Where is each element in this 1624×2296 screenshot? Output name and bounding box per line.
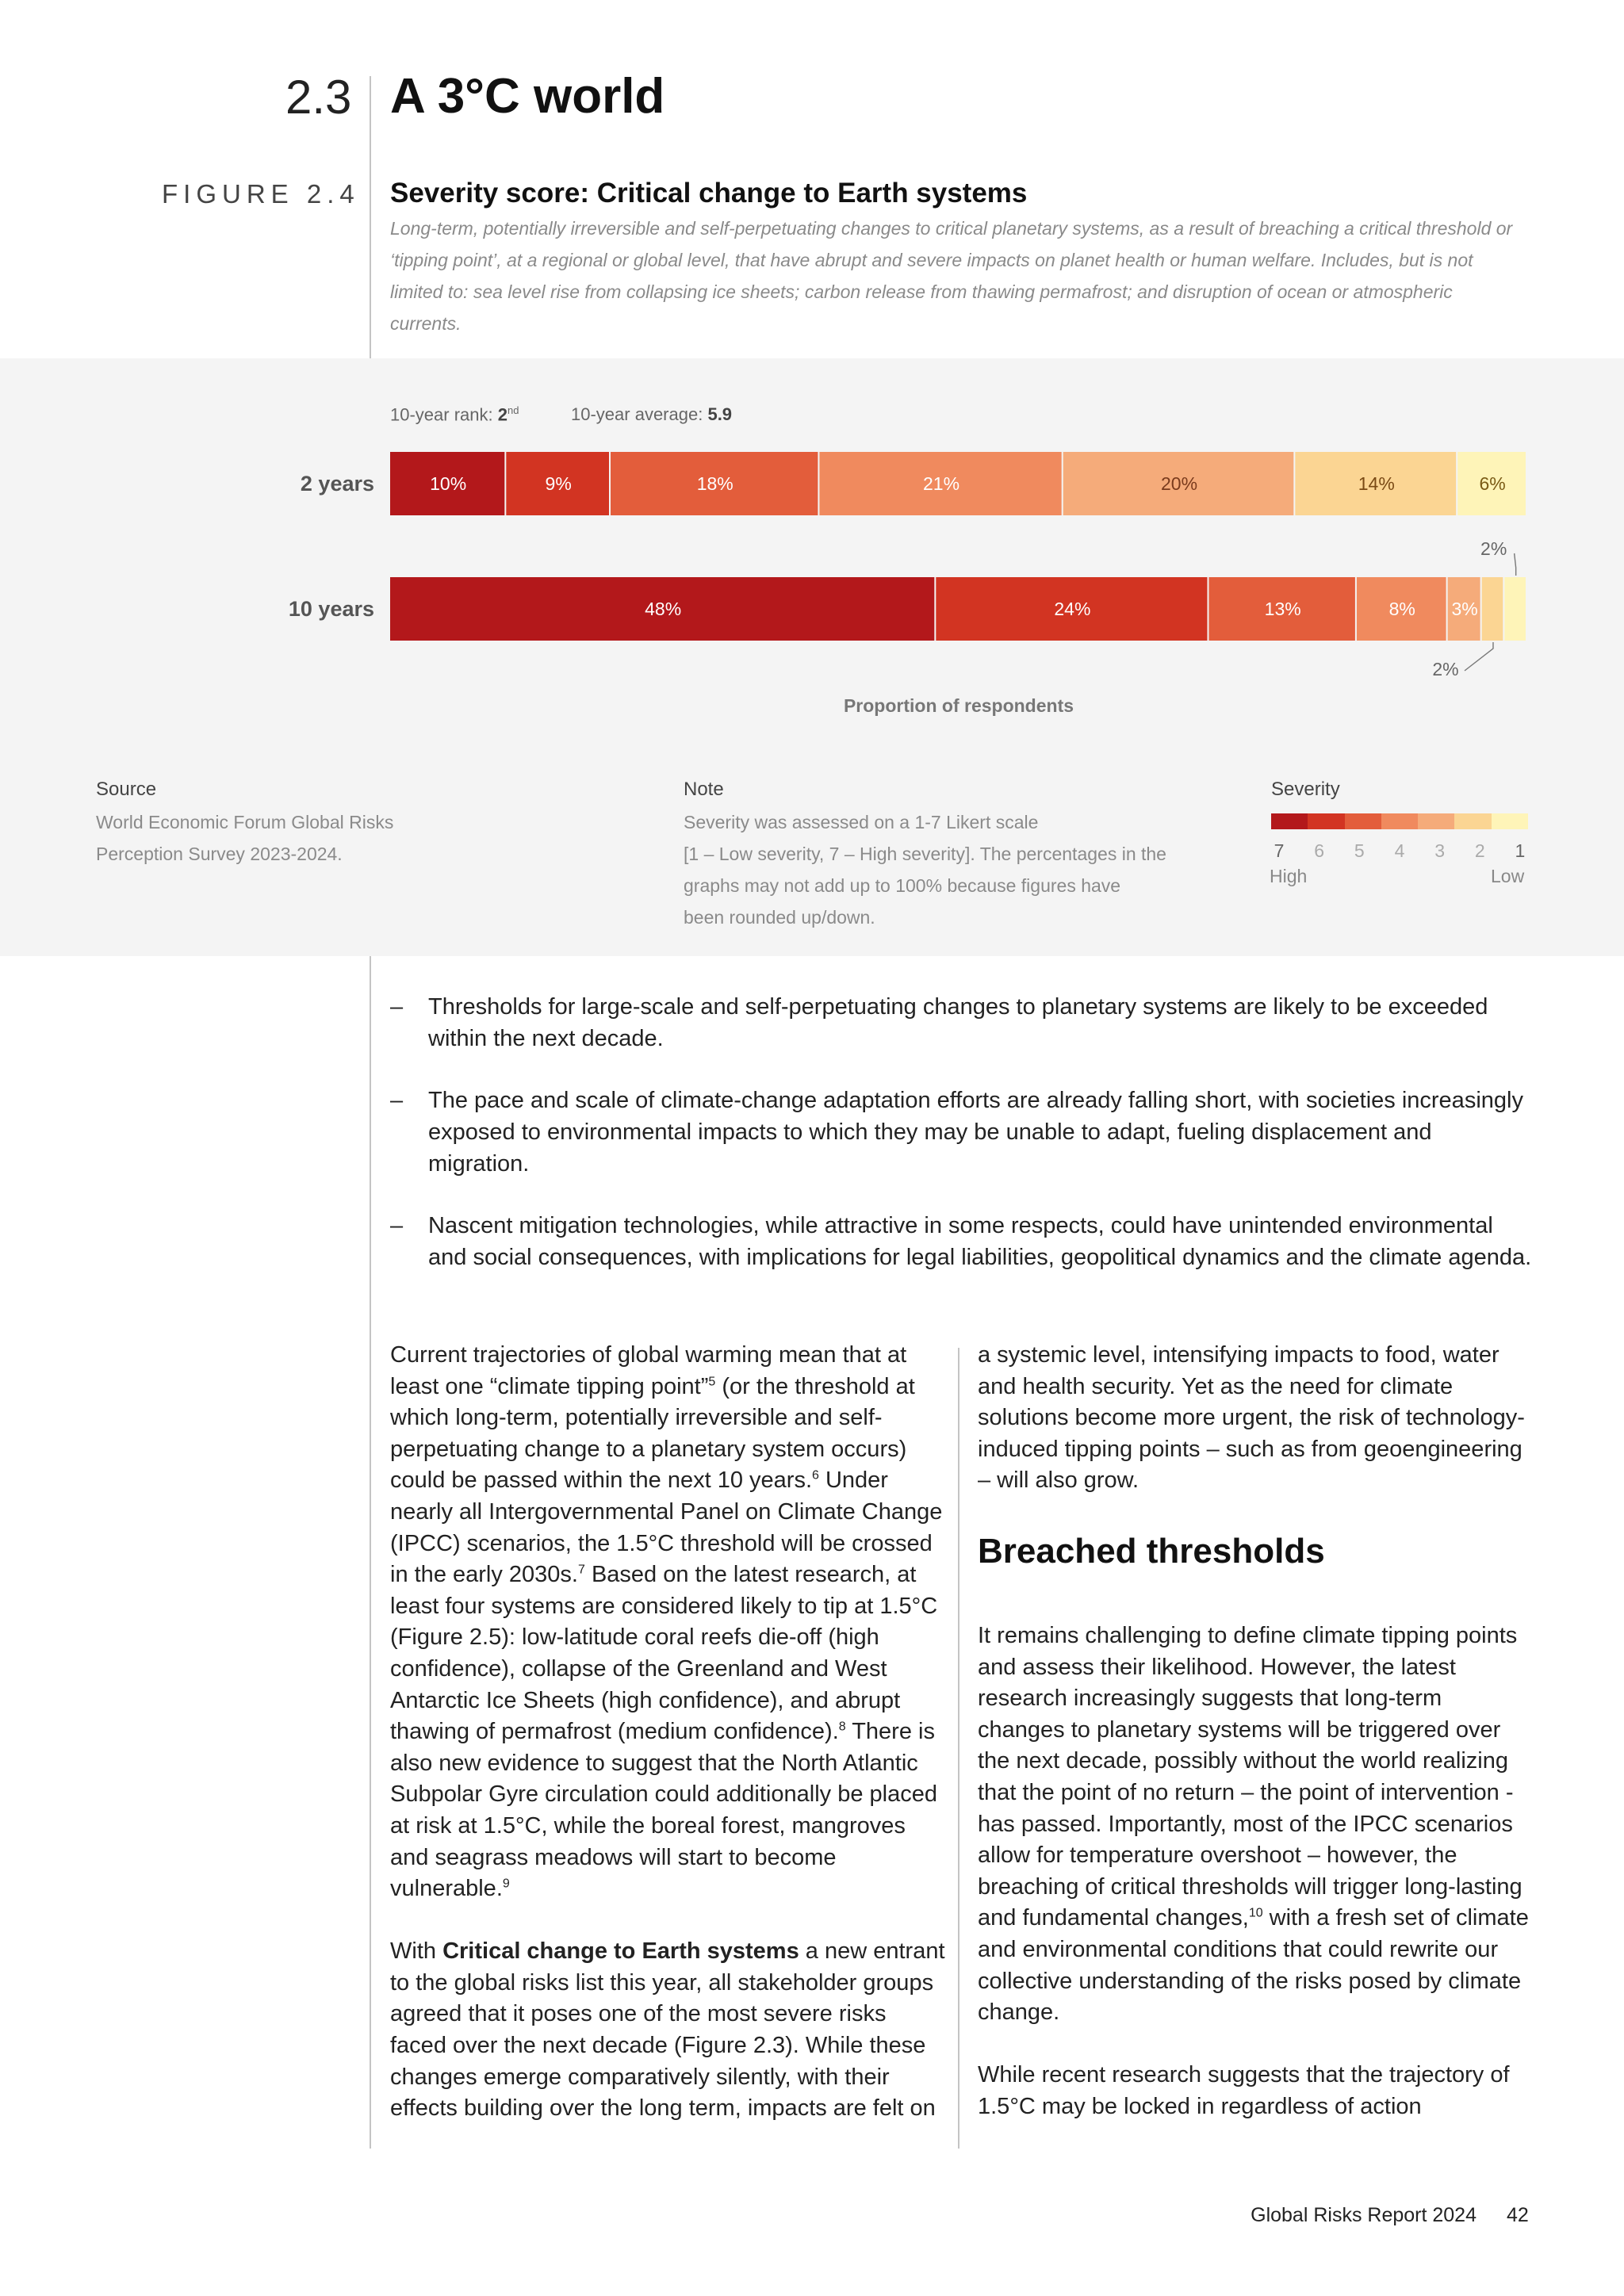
body-paragraph: a systemic level, intensifying impacts to food, water and health security. Yet as the need for climate solutions become more urgent, the risk of technology-induced tipping points – such as from geoengineering – will also grow. — [978, 1342, 1525, 1494]
bullet-dash: – — [390, 994, 404, 1020]
severity-swatch — [1454, 813, 1491, 829]
key-points — [390, 991, 1532, 1303]
data-label: 13% — [1264, 599, 1301, 619]
body-paragraph — [390, 1340, 945, 1905]
data-label: 20% — [1160, 473, 1198, 494]
severity-low-label: Low — [1491, 866, 1525, 886]
bar-segment — [1504, 577, 1526, 641]
note-heading: Note — [684, 779, 724, 800]
severity-num: 2 — [1474, 840, 1485, 861]
severity-swatch — [1308, 813, 1344, 829]
severity-heading: Severity — [1271, 779, 1340, 800]
data-label: 21% — [923, 473, 960, 494]
body-column-right — [978, 1340, 1533, 2154]
bullet-dash: – — [390, 1213, 404, 1238]
data-label: 14% — [1358, 473, 1395, 494]
footer-report-title: Global Risks Report 2024 — [1251, 2204, 1477, 2226]
rank-label: 10-year rank: — [390, 404, 493, 425]
severity-swatch — [1492, 813, 1528, 829]
source-text — [96, 806, 393, 870]
figure-description: Long-term, potentially irreversible and self-perpetuating changes to critical planetary systems, as a result of breaching a critical threshold or ‘tipping point’, at a regional or global level, that have abrupt and severe impacts on planet health or human welfare. Includes, but is not limited to: sea level rise from collapsing ice sheets; carbon release from thawing permafrost; and disruption of ocean or atmospheric currents. — [390, 218, 1513, 334]
body-paragraph — [390, 1936, 945, 2125]
note-text — [684, 806, 1207, 933]
severity-high-label: High — [1270, 866, 1308, 886]
source-line: World Economic Forum Global Risks — [96, 812, 394, 832]
average-label: 10-year average: — [571, 404, 703, 424]
text-run: (or the threshold at which long-term, potentially irreversible and self-perpetuating change to a planetary system occurs) could be passed within the next 10 years. — [390, 1373, 915, 1494]
data-label: 2% — [1480, 538, 1507, 559]
severity-num: 3 — [1434, 840, 1446, 861]
bullet-dash: – — [390, 1088, 404, 1113]
section-rule-top — [370, 76, 371, 358]
severity-num: 7 — [1274, 840, 1285, 861]
severity-num: 1 — [1515, 840, 1526, 861]
body-paragraph — [978, 1621, 1533, 2029]
section-rule-bottom — [370, 956, 371, 2149]
severity-num: 5 — [1354, 840, 1365, 861]
note-line: been rounded up/down. — [684, 907, 875, 928]
page-number: 42 — [1507, 2204, 1529, 2226]
severity-num: 6 — [1314, 840, 1325, 861]
text-run: With — [390, 1938, 443, 1965]
severity-numbers — [1271, 840, 1528, 862]
text-run: It remains challenging to define climate tipping points and assess their likelihood. However, the latest research increasingly suggests that long-term changes to planetary systems will be triggered over the next decade, possibly without the world realizing that the point of no return – the point of intervention - has passed. Importantly, most of the IPCC scenarios allow for temperature overshoot – however, the breaching of critical thresholds will trigger long-lasting and fundamental changes, — [978, 1622, 1522, 1931]
column-divider — [958, 1348, 959, 2149]
footnote-ref[interactable]: 9 — [502, 1877, 510, 1891]
text-run: with a fresh set of climate and environmental conditions that could rewrite our collective understanding of the risks posed by climate change. — [978, 1905, 1529, 2026]
x-axis-label: Proportion of respondents — [843, 695, 1074, 716]
text-run: Under nearly all Intergovernmental Panel on Climate Change (IPCC) scenarios, the 1.5°C threshold will be crossed in the early 2030s. — [390, 1468, 943, 1588]
data-label: 8% — [1388, 599, 1415, 619]
note-line: Severity was assessed on a 1-7 Likert scale — [684, 812, 1039, 832]
severity-stacked-bar-chart — [0, 358, 1624, 739]
data-label: 48% — [645, 599, 682, 619]
bar-segment — [1482, 577, 1503, 641]
bullet-item — [390, 1085, 1532, 1180]
footnote-ref[interactable]: 8 — [838, 1720, 846, 1734]
data-label: 10% — [430, 473, 467, 494]
text-run: Current trajectories of global warming mean that at least one “climate tipping point” — [390, 1342, 907, 1399]
body-paragraph: While recent research suggests that the trajectory of 1.5°C may be locked in regardless of action — [978, 2062, 1510, 2119]
data-label: 9% — [545, 473, 572, 494]
leader-line — [1465, 642, 1493, 671]
category-label: 10 years — [288, 597, 374, 621]
subheading: Breached thresholds — [978, 1531, 1325, 1571]
data-label: 24% — [1054, 599, 1091, 619]
rank-suffix: nd — [508, 404, 519, 416]
text-run: Based on the latest research, at least four systems are considered likely to tip at 1.5°C (Figure 2.5): low-latitude coral reefs die-off (high confidence), collapse of the Greenland and West Antarctic Ice Sheets (high confidence), and abrupt thawing of permafrost (medium confidence). — [390, 1562, 938, 1745]
data-label: 6% — [1479, 473, 1506, 494]
section-title: A 3°C world — [390, 69, 665, 124]
note-line: graphs may not add up to 100% because figures have — [684, 875, 1121, 896]
severity-swatch — [1418, 813, 1454, 829]
footnote-ref[interactable]: 7 — [577, 1563, 585, 1577]
figure-label: FIGURE 2.4 — [162, 179, 360, 209]
data-label: 2% — [1432, 659, 1459, 679]
text-run: There is also new evidence to suggest that the North Atlantic Subpolar Gyre circulation could additionally be placed at risk at 1.5°C, while the boreal forest, mangroves and seagrass meadows will start to become vulnerable. — [390, 1719, 937, 1902]
text-run: a new entrant to the global risks list this year, all stakeholder groups agreed that it poses one of the most severe risks faced over the next decade (Figure 2.3). While these changes emerge comparatively silently, with their effects building over the long term, impacts are felt on — [390, 1938, 945, 2122]
section-number: 2.3 — [285, 71, 352, 124]
footnote-ref[interactable]: 10 — [1248, 1906, 1263, 1920]
data-label: 3% — [1451, 599, 1478, 619]
figure-title: Severity score: Critical change to Earth systems — [390, 178, 1028, 209]
data-label: 18% — [696, 473, 733, 494]
bullet-item — [390, 1210, 1532, 1273]
footnote-ref[interactable]: 6 — [812, 1468, 819, 1483]
severity-swatch — [1271, 813, 1308, 829]
leader-line — [1515, 553, 1516, 576]
severity-swatch — [1381, 813, 1418, 829]
rank-value: 2 — [497, 404, 508, 425]
bullet-text: The pace and scale of climate-change adaptation efforts are already falling short, with societies increasingly exposed to environmental impacts to which they may be unable to adapt, fueling displacement and migration. — [428, 1088, 1523, 1177]
source-line: Perception Survey 2023-2024. — [96, 844, 343, 864]
footnote-ref[interactable]: 5 — [708, 1374, 716, 1388]
category-label: 2 years — [300, 472, 374, 496]
average-value: 5.9 — [707, 404, 733, 424]
severity-swatches — [1271, 813, 1528, 829]
severity-num: 4 — [1394, 840, 1405, 861]
risk-name: Critical change to Earth systems — [442, 1938, 799, 1965]
severity-swatch — [1345, 813, 1381, 829]
bullet-item — [390, 991, 1532, 1054]
source-heading: Source — [96, 779, 157, 800]
note-line: [1 – Low severity, 7 – High severity]. The percentages in the — [684, 844, 1166, 864]
body-column-left — [390, 1340, 945, 2156]
bullet-text: Thresholds for large-scale and self-perpetuating changes to planetary systems are likely to be exceeded within the next decade. — [428, 994, 1488, 1051]
bullet-text: Nascent mitigation technologies, while attractive in some respects, could have unintended environmental and social consequences, with implications for legal liabilities, geopolitical dynamics and the climate agenda. — [428, 1213, 1532, 1270]
